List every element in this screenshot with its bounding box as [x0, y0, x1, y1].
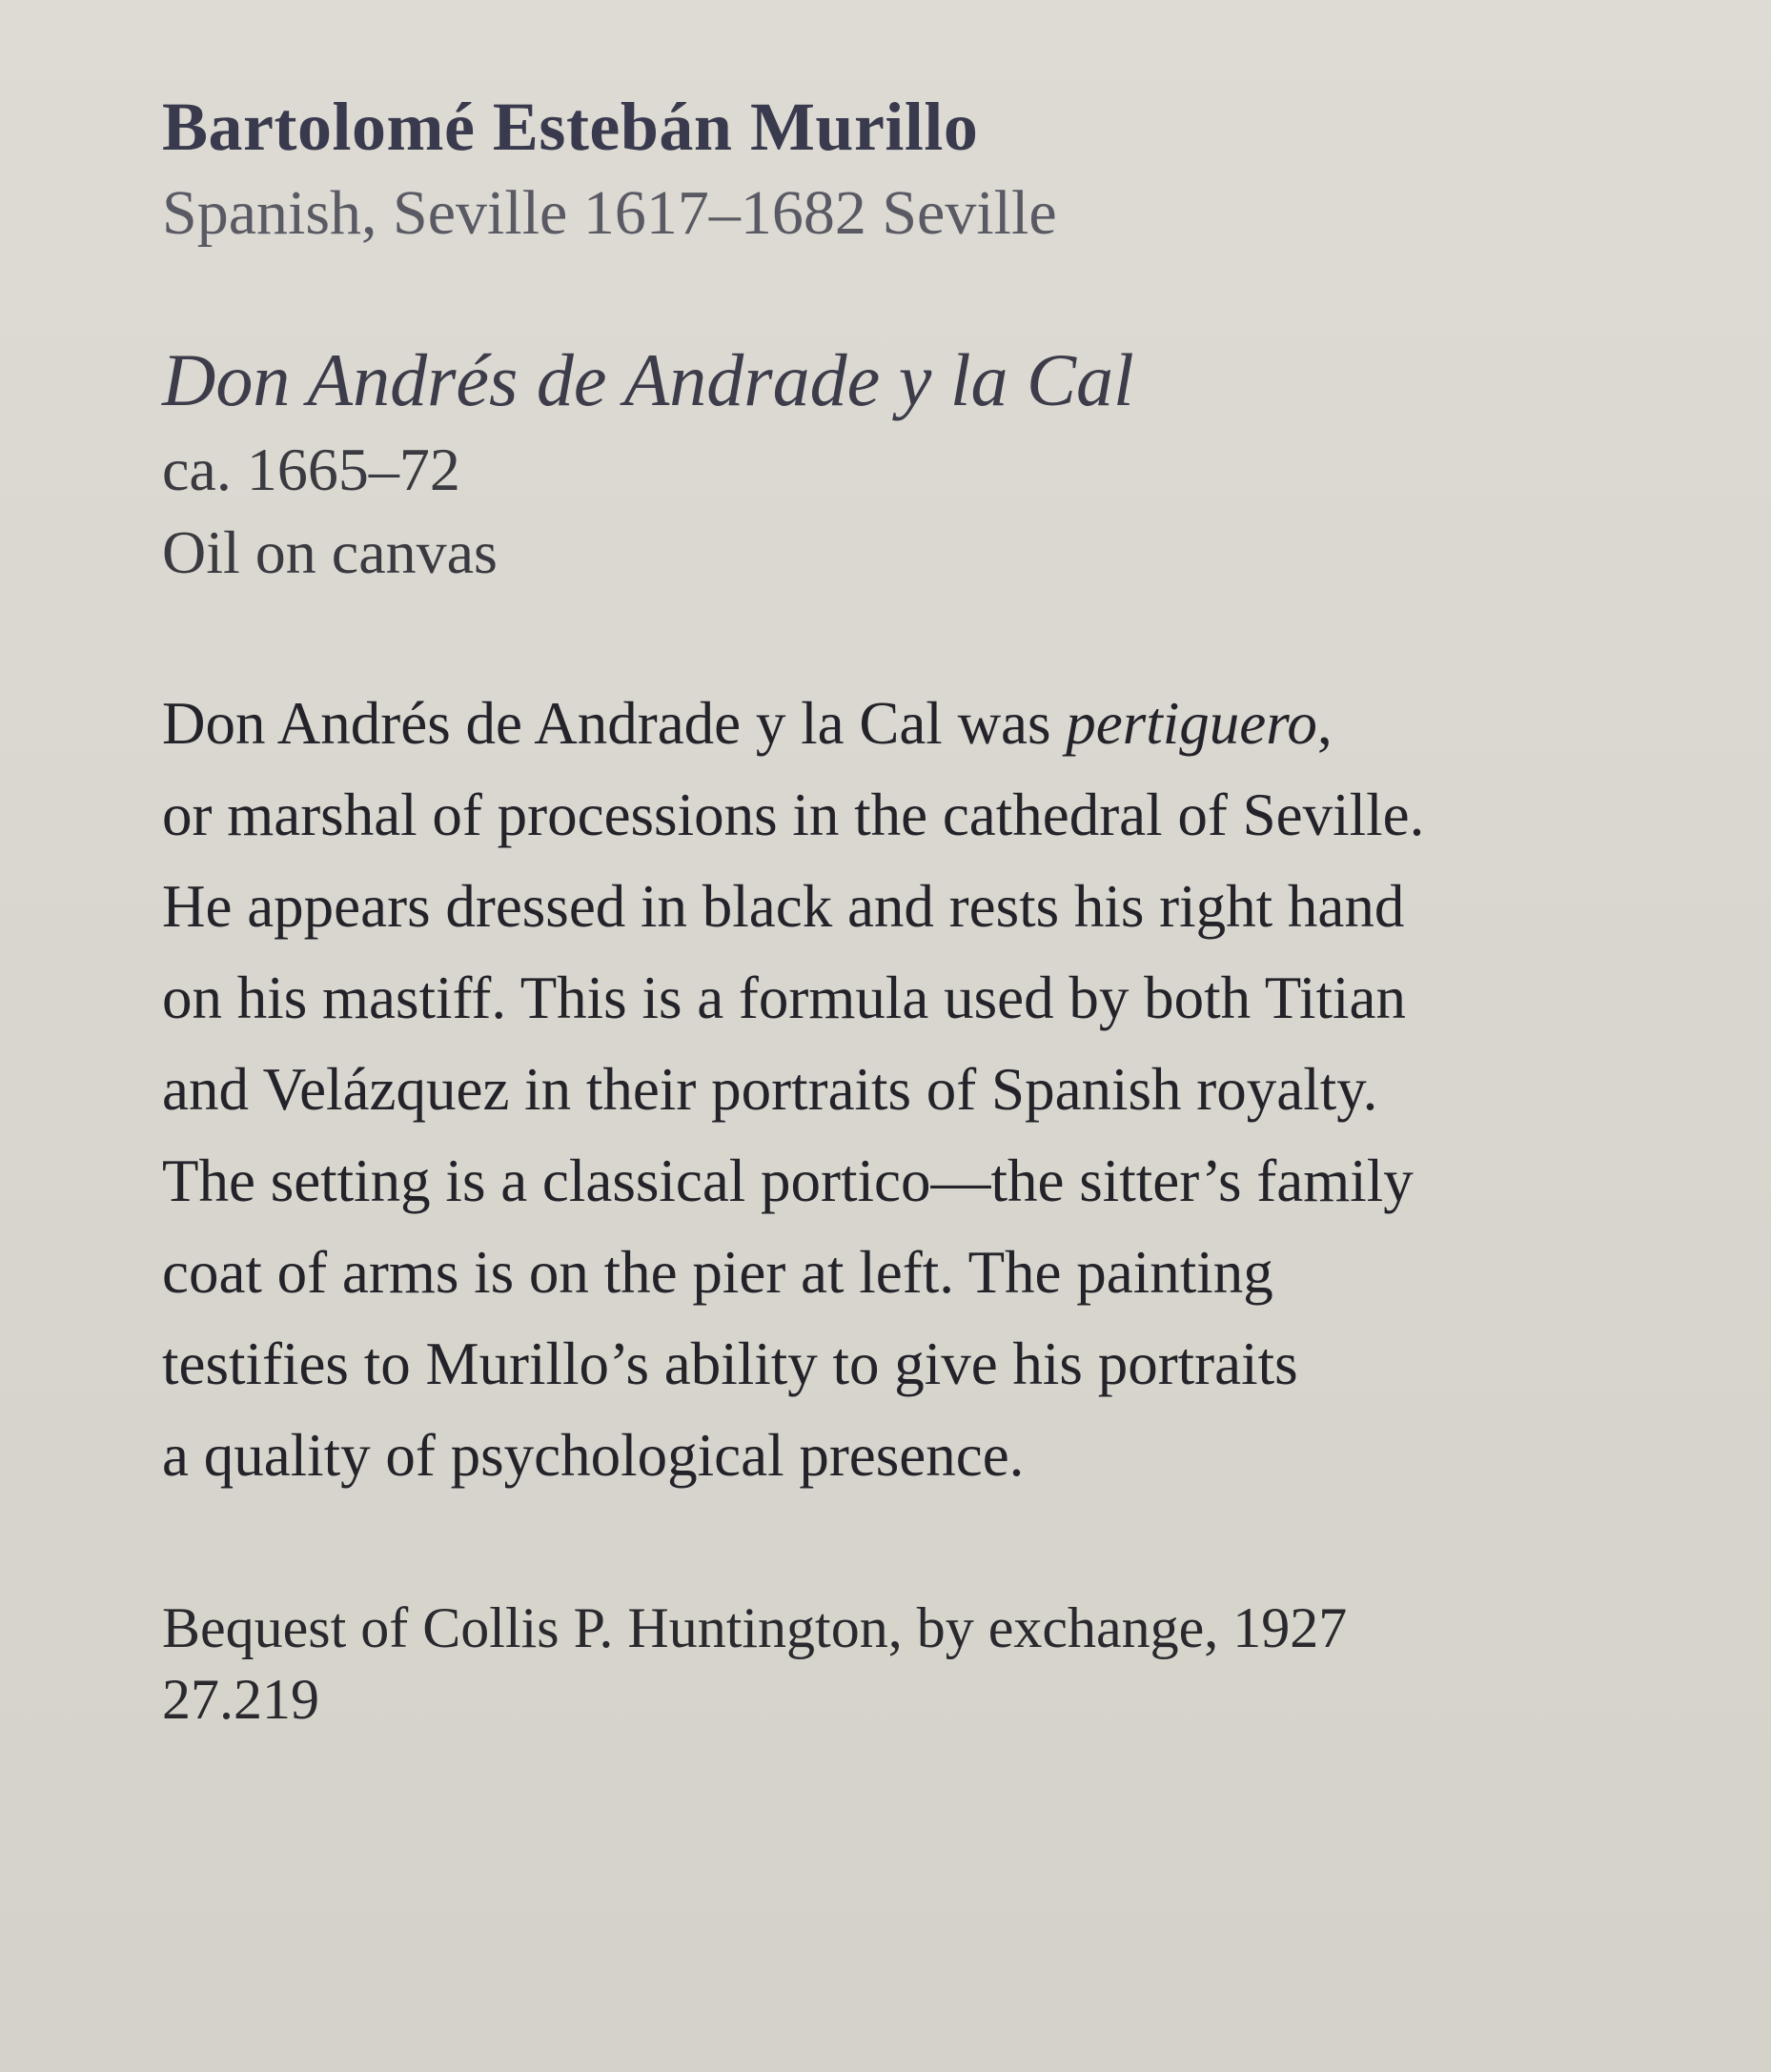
- artist-nationality-dates: Spanish, Seville 1617–1682 Seville: [162, 178, 1057, 249]
- description-line: on his mastiff. This is a formula used by both Titian: [162, 964, 1406, 1031]
- description-punctuation: ,: [1316, 689, 1333, 757]
- description-text-segment: Don Andrés de Andrade y la Cal was: [162, 689, 1067, 757]
- description-line: and Velázquez in their portraits of Spanish royalty.: [162, 1055, 1378, 1123]
- accession-number: 27.219: [162, 1667, 319, 1731]
- artist-name: Bartolomé Estebán Murillo: [162, 89, 979, 165]
- description-line: or marshal of processions in the cathedral of Seville.: [162, 781, 1425, 848]
- description-line: testifies to Murillo’s ability to give his portraits: [162, 1330, 1298, 1397]
- credit-line: Bequest of Collis P. Huntington, by exchange, 1927: [162, 1595, 1348, 1659]
- description-line: coat of arms is on the pier at left. The painting: [162, 1238, 1273, 1306]
- description-text: [162, 678, 1687, 1501]
- artwork-medium: Oil on canvas: [162, 518, 498, 586]
- artwork-date: ca. 1665–72: [162, 436, 460, 504]
- description-line: The setting is a classical portico—the sitter’s family: [162, 1147, 1414, 1214]
- description-line: [162, 678, 1687, 769]
- description-line: He appears dressed in black and rests his right hand: [162, 872, 1405, 940]
- description-line: a quality of psychological presence.: [162, 1421, 1025, 1489]
- description-italic-term: pertiguero: [1066, 689, 1317, 757]
- artwork-title: Don Andrés de Andrade y la Cal: [162, 337, 1134, 421]
